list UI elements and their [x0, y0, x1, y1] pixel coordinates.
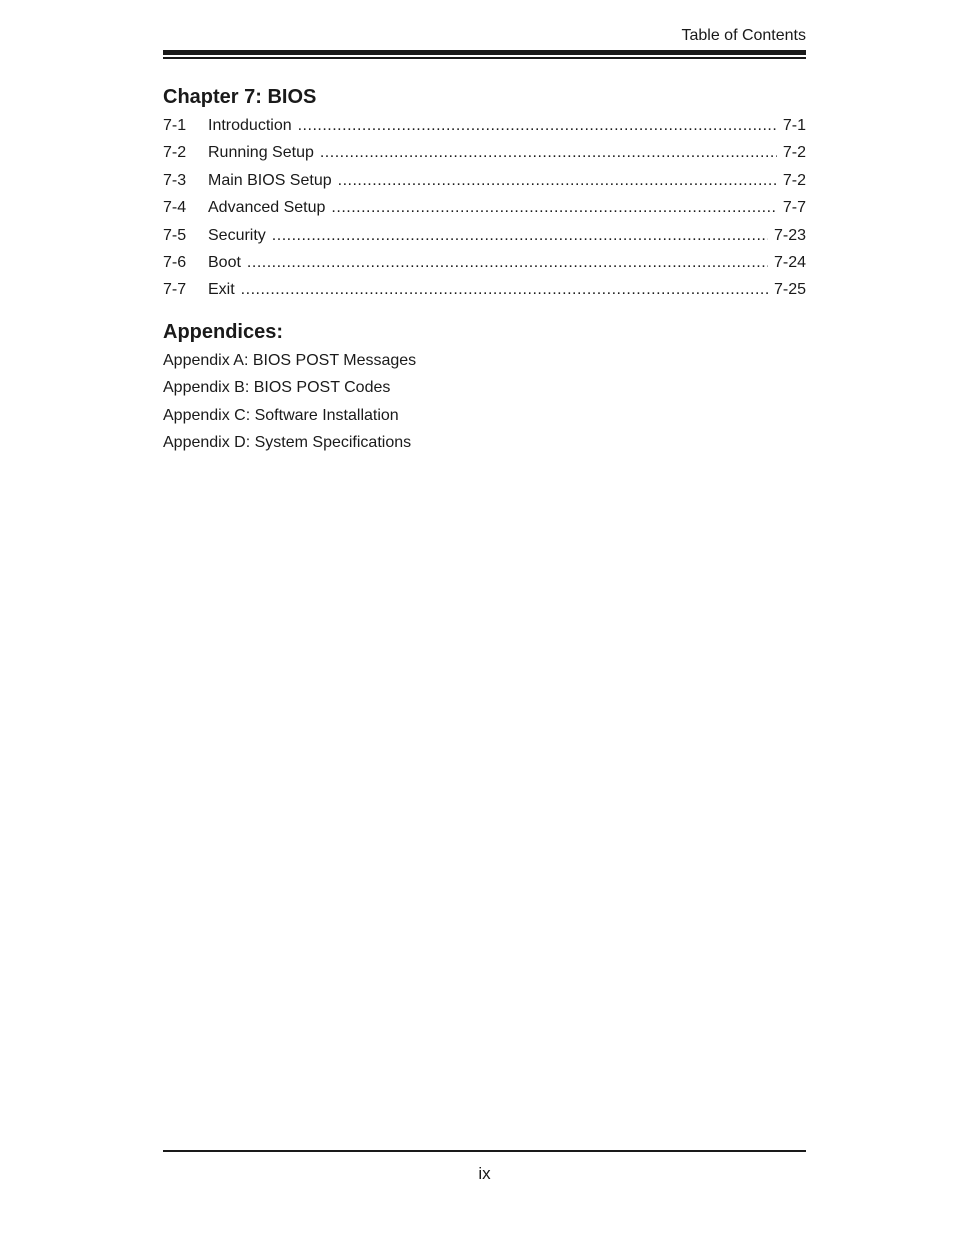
toc-leader-dots	[320, 143, 777, 163]
toc-entry-page: 7-7	[782, 199, 806, 217]
header-rule-thin	[163, 57, 806, 59]
toc-entry-title: Security	[208, 226, 266, 244]
document-page	[163, 0, 806, 1235]
toc-entry-page: 7-25	[773, 281, 806, 299]
toc-list	[163, 116, 806, 308]
toc-leader-dots	[247, 253, 768, 273]
toc-entry[interactable]	[163, 253, 806, 280]
toc-entry-title: Running Setup	[208, 144, 314, 162]
footer-rule	[163, 1150, 806, 1152]
toc-entry-number: 7-6	[163, 253, 187, 271]
appendix-list	[163, 351, 416, 461]
toc-leader-dots	[338, 171, 777, 191]
toc-entry-page: 7-23	[773, 226, 806, 244]
header-rule-thick	[163, 50, 806, 55]
appendix-item[interactable]: Appendix D: System Specifications	[163, 434, 412, 452]
toc-entry-number: 7-4	[163, 199, 187, 217]
toc-entry-number: 7-5	[163, 226, 187, 244]
toc-entry[interactable]	[163, 116, 806, 143]
appendix-item[interactable]: Appendix C: Software Installation	[163, 406, 399, 424]
chapter-heading: Chapter 7: BIOS	[163, 86, 317, 108]
toc-leader-dots	[331, 198, 776, 218]
toc-entry-title: Main BIOS Setup	[208, 171, 332, 189]
toc-entry-number: 7-2	[163, 144, 187, 162]
appendix-item[interactable]: Appendix A: BIOS POST Messages	[163, 352, 417, 369]
toc-entry-title: Exit	[208, 281, 235, 299]
toc-leader-dots	[241, 280, 768, 300]
appendix-item[interactable]: Appendix B: BIOS POST Codes	[163, 379, 391, 397]
toc-entry-title: Boot	[208, 253, 241, 271]
page-number: ix	[478, 1164, 491, 1183]
toc-leader-dots	[298, 116, 777, 136]
toc-entry-page: 7-1	[782, 117, 806, 134]
toc-entry[interactable]	[163, 198, 806, 225]
running-header: Table of Contents	[681, 27, 806, 44]
toc-entry[interactable]	[163, 171, 806, 198]
toc-entry-number: 7-3	[163, 171, 187, 189]
toc-entry-number: 7-1	[163, 117, 187, 134]
toc-entry-page: 7-24	[773, 253, 806, 271]
toc-entry-title: Advanced Setup	[208, 199, 326, 217]
toc-leader-dots	[272, 226, 768, 246]
toc-entry[interactable]	[163, 143, 806, 170]
appendices-heading: Appendices:	[163, 321, 284, 343]
toc-entry[interactable]	[163, 280, 806, 307]
toc-entry-page: 7-2	[782, 144, 806, 162]
toc-entry[interactable]	[163, 226, 806, 253]
toc-entry-page: 7-2	[782, 171, 806, 189]
toc-entry-title: Introduction	[208, 117, 292, 134]
toc-entry-number: 7-7	[163, 281, 187, 299]
